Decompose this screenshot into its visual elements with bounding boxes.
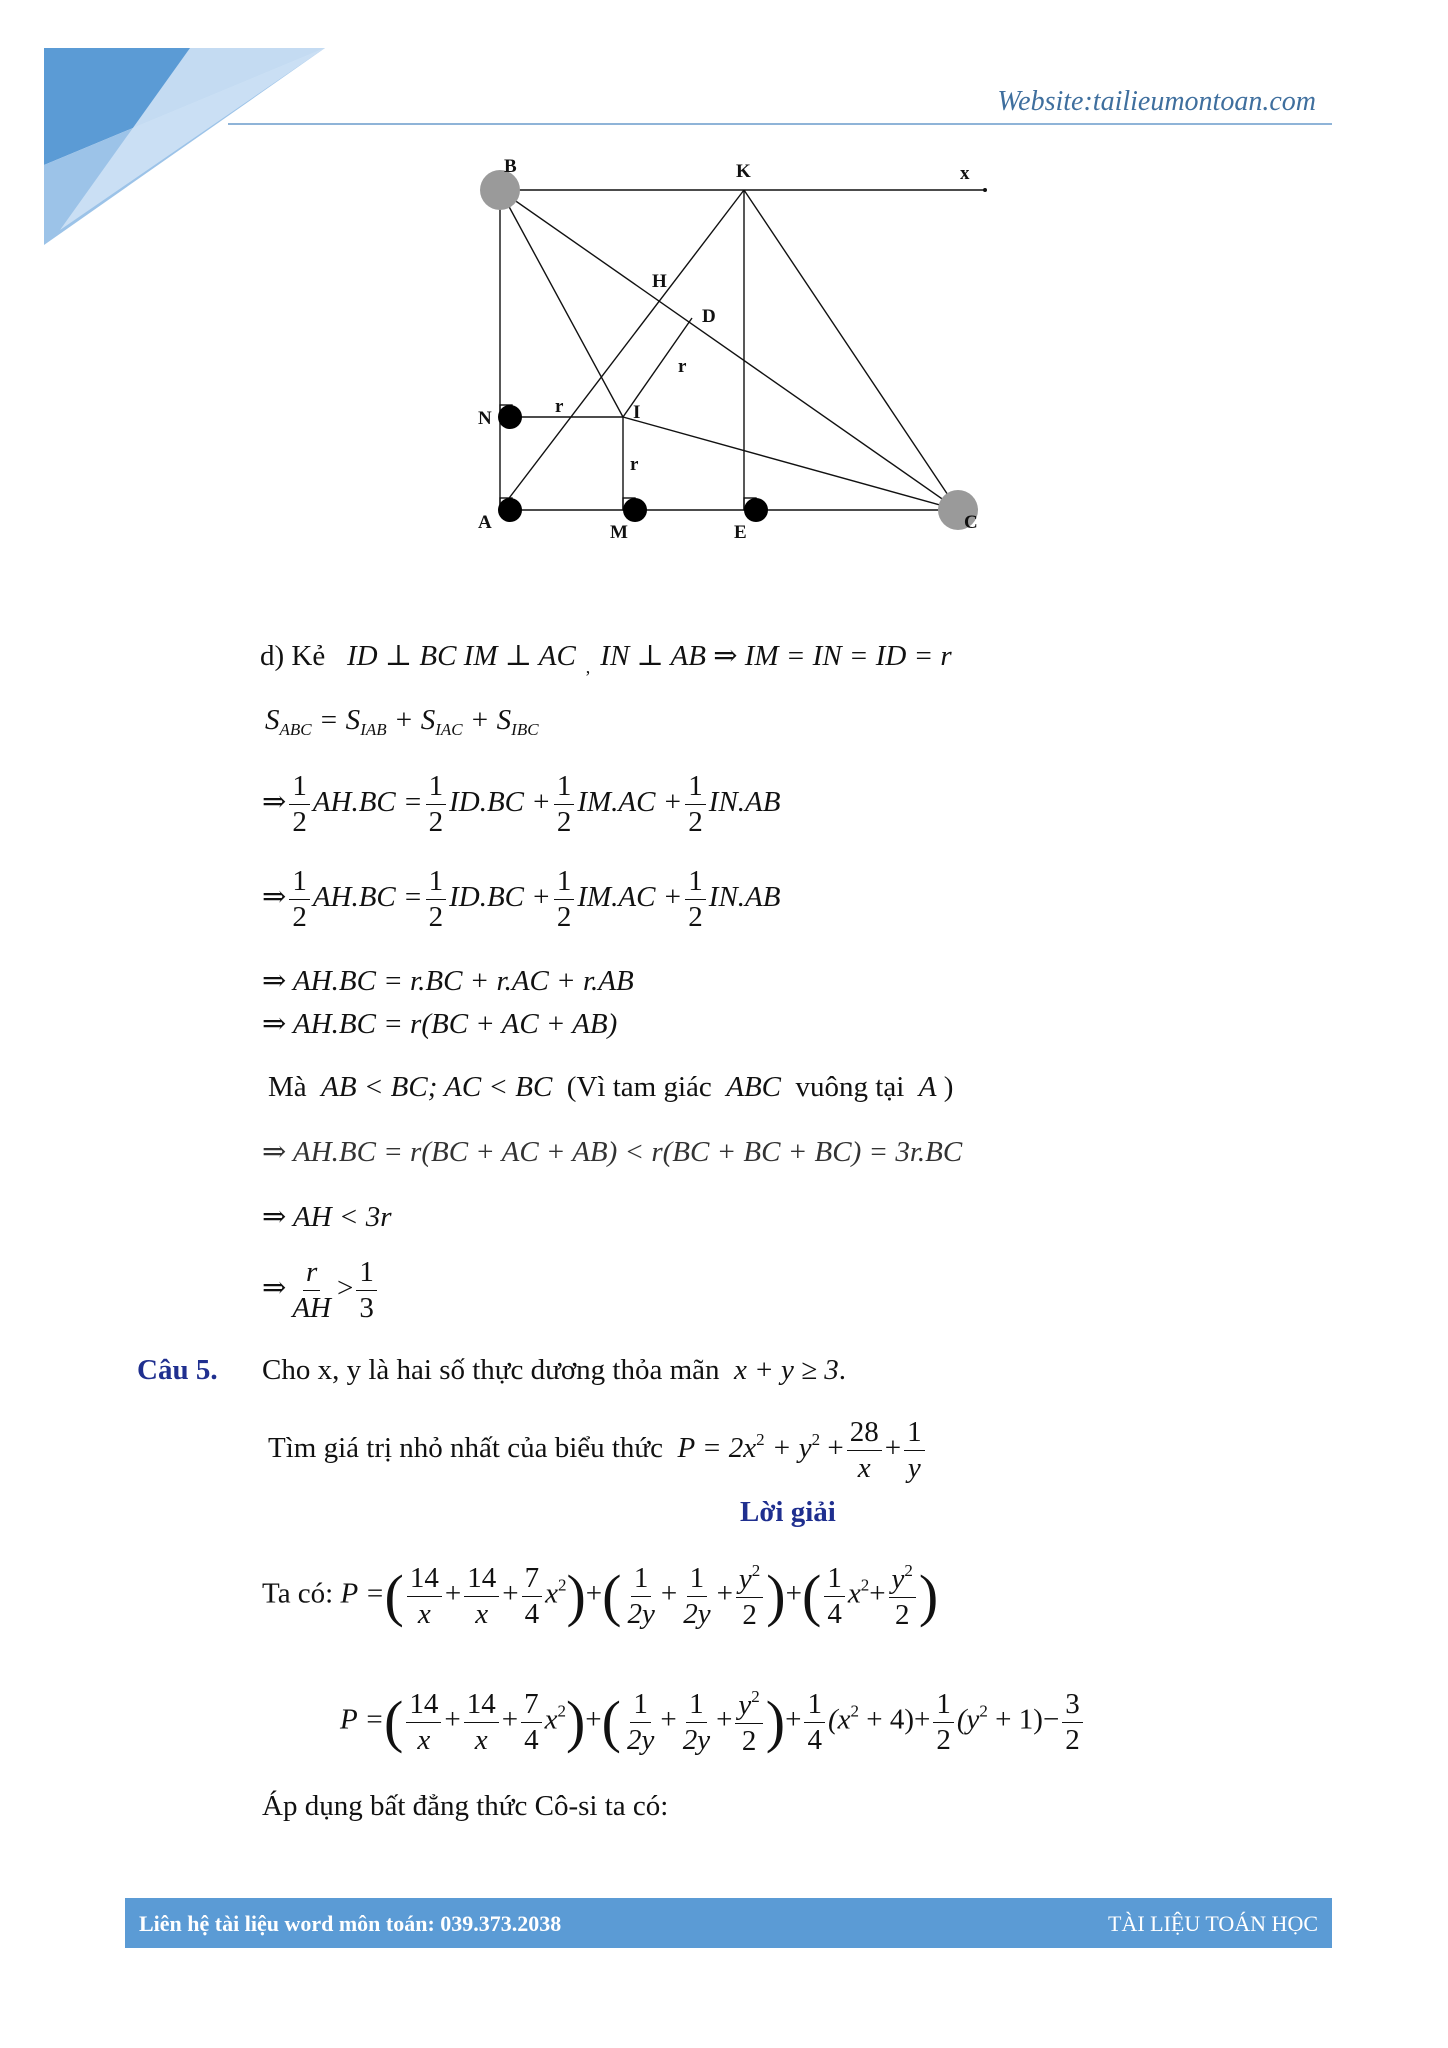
line-ratio: ⇒ $\frac{r}{AH}$ > $\frac{1}{3}$ xyxy=(262,1258,380,1323)
header-rule xyxy=(228,123,1332,125)
corner-decoration xyxy=(0,0,340,260)
line-area-sum: $S_{ABC} = S_{IAB} + S_{IAC} + S_{IBC}$ xyxy=(265,704,539,739)
right-angle-m xyxy=(623,498,647,522)
geometry-figure xyxy=(470,150,1010,560)
question-5-text: Cho x, y là hai số thực dương thỏa mãn x + y ≥ 3. xyxy=(262,1354,847,1386)
label-i: I xyxy=(633,402,641,423)
question-5-find: Tìm giá trị nhỏ nhất của biểu thức $P = 2x^2 + y^2$ + $\frac{28}{x}$ + $\frac{1}{y}$ xyxy=(268,1418,928,1483)
label-a: A xyxy=(478,512,492,533)
line-inequality: ⇒ AH.BC = r(BC + AC + AB) < r(BC + BC + BC) = 3r.BC xyxy=(262,1136,963,1168)
footer-brand: TÀI LIỆU TOÁN HỌC xyxy=(1108,1911,1318,1936)
label-n: N xyxy=(478,408,492,429)
line-ah-bc-1: ⇒ AH.BC = r.BC + r.AC + r.AB xyxy=(262,965,634,997)
label-r-id: r xyxy=(678,356,687,377)
line-half-area-2: ⇒ $\frac{1}{2}$ AH.BC = $\frac{1}{2}$ ID.BC + $\frac{1}{2}$ IM.AC + $\frac{1}{2}$ IN.AB xyxy=(262,865,781,933)
footer-contact: Liên hệ tài liệu word môn toán: 039.373.2038 xyxy=(139,1911,562,1936)
website-header: Website:tailieumontoan.com xyxy=(997,86,1316,117)
label-d: D xyxy=(702,306,716,327)
line-ah-bc-2: ⇒ AH.BC = r(BC + AC + AB) xyxy=(262,1008,618,1040)
label-x: x xyxy=(960,163,970,184)
right-angle-n xyxy=(498,405,522,429)
label-k: K xyxy=(736,161,751,182)
label-h: H xyxy=(652,271,667,292)
right-angle-e xyxy=(744,498,768,522)
label-c: C xyxy=(964,512,978,533)
label-m: M xyxy=(610,522,628,543)
solution-line-2: P =( $\frac{14}{x}$ + $\frac{14}{x}$ + $\frac{7}{4}$ $x^2)+$( $\frac{1}{2y}$ + $\frac{1}{2y}$ + $\frac{y^2}{2}$ )+ $\frac{1}{4}$ $(x^2 + 4)+$ $\frac{1}{2}$ $(y^2 + 1)-$ $\frac{3}{2}$ xyxy=(340,1688,1086,1756)
solution-apply-cosi: Áp dụng bất đẳng thức Cô-si ta có: xyxy=(262,1790,669,1822)
solution-title: Lời giải xyxy=(740,1496,836,1528)
question-5-label: Câu 5. xyxy=(137,1354,218,1386)
footer-bar xyxy=(125,1898,1332,1948)
solution-line-1: Ta có: P =( $\frac{14}{x}$ + $\frac{14}{x}$ + $\frac{7}{4}$ $x^2)+$( $\frac{1}{2y}$ + $\frac{1}{2y}$ + $\frac{y^2}{2}$ )+( $\frac{1}{4}$ $x^2+$ $\frac{y^2}{2}$ ) xyxy=(262,1561,939,1631)
line-d-intro: d) Kẻ ID ⊥ BC IM ⊥ AC $_,$ IN ⊥ AB ⇒ IM = IN = ID = r xyxy=(260,640,952,677)
line-half-area-1: ⇒ $\frac{1}{2}$ AH.BC = $\frac{1}{2}$ ID.BC + $\frac{1}{2}$ IM.AC + $\frac{1}{2}$ IN.AB xyxy=(262,770,781,838)
label-b: B xyxy=(504,156,517,177)
label-r-in: r xyxy=(555,396,564,417)
line-ah-3r: ⇒ AH < 3r xyxy=(262,1201,392,1233)
label-e: E xyxy=(734,522,747,543)
line-ma: Mà AB < BC; AC < BC (Vì tam giác ABC vuông tại A ) xyxy=(268,1071,954,1103)
right-angle-a xyxy=(498,498,522,522)
label-r-im: r xyxy=(630,454,639,475)
